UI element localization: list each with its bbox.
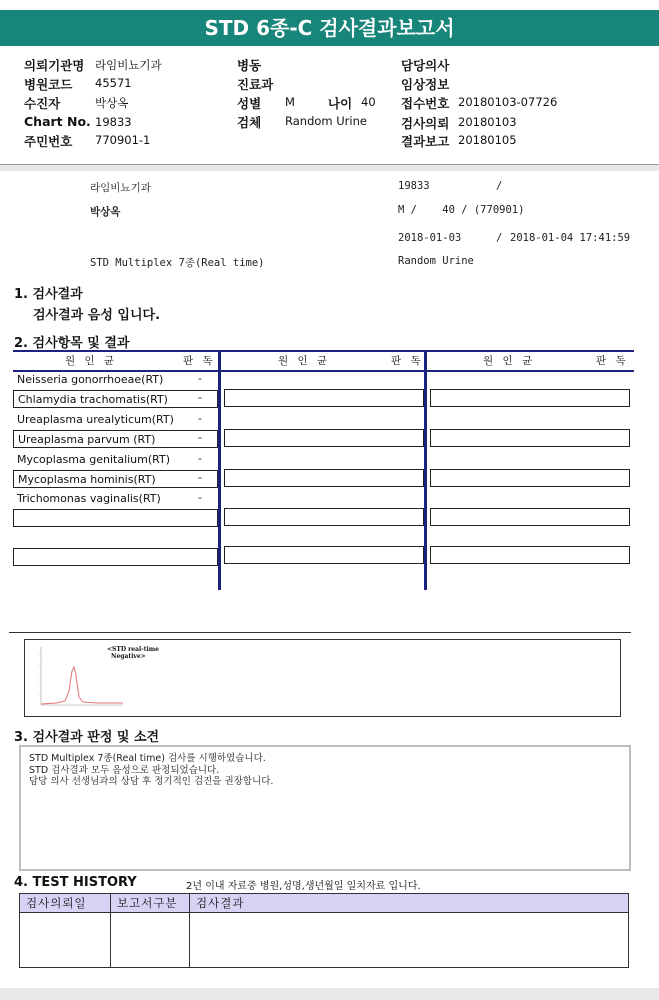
organism-name: Ureaplasma urealyticum(RT) [17, 413, 174, 426]
organism-name: Mycoplasma hominis(RT) [18, 473, 156, 486]
organism-row [13, 470, 218, 488]
test-history-table [19, 893, 629, 968]
findings-line: 담당 의사 선생님과의 상담 후 정기적인 검진을 권장합니다. [29, 776, 274, 787]
organism-name: Chlamydia trachomatis(RT) [18, 393, 168, 406]
organism-result: - [198, 471, 202, 484]
organism-result: - [198, 431, 202, 444]
report-title: STD 6종-C 검사결과보고서 [0, 10, 659, 46]
empty-result-box [224, 469, 424, 487]
age-value: 40 [361, 95, 376, 109]
organism-name: Neisseria gonorrhoeae(RT) [17, 373, 164, 386]
sex-label: 성별 [237, 96, 262, 111]
summary-specimen: Random Urine [398, 255, 474, 267]
table-row [20, 913, 629, 968]
organism-row [13, 371, 218, 389]
history-col-request-date: 검사의뢰일 [20, 894, 111, 913]
overall-result-text: 검사결과 음성 입니다. [33, 308, 161, 323]
summary-test-name: STD Multiplex 7종(Real time) [90, 257, 265, 269]
footer-strip [0, 988, 659, 1000]
chart-no-value: 19833 [95, 115, 132, 129]
empty-result-box [430, 469, 630, 487]
patient-value: 박상옥 [95, 96, 129, 110]
summary-date-slash: / [496, 232, 503, 244]
summary-slash: / [496, 180, 503, 192]
section-2-title: 2. 검사항목 및 결과 [14, 336, 130, 351]
history-col-report-type: 보고서구분 [111, 894, 190, 913]
empty-row [13, 509, 218, 527]
summary-hospital: 라임비뇨기과 [90, 182, 151, 194]
clinical-info-label: 임상정보 [401, 77, 450, 92]
resident-number-label: 주민번호 [24, 134, 73, 149]
graph-title: <STD real-time [107, 646, 159, 653]
chart-no-label: Chart No. [24, 114, 91, 129]
specimen-value: Random Urine [285, 114, 367, 128]
summary-chart-no: 19833 [398, 180, 430, 192]
receipt-number-value: 20180103-07726 [458, 95, 558, 109]
organism-row [13, 451, 218, 469]
section-4-title: 4. TEST HISTORY [14, 875, 137, 890]
graph-divider [9, 632, 631, 633]
summary-date-reported: 2018-01-04 17:41:59 [510, 232, 631, 244]
header-result-3: 판 독 [596, 355, 629, 367]
history-cell [190, 913, 629, 968]
history-col-result: 검사결과 [190, 894, 629, 913]
history-note: 2년 이내 자료중 병원,성명,생년월일 일치자료 입니다. [186, 881, 421, 892]
findings-line: STD 검사결과 모두 음성으로 판정되었습니다. [29, 764, 220, 776]
requesting-institution-value: 라임비뇨기과 [95, 58, 162, 72]
findings-line: STD Multiplex 7종(Real time) 검사를 시행하였습니다. [29, 753, 266, 764]
header-divider [0, 164, 659, 171]
section-1-title: 1. 검사결과 [14, 287, 83, 302]
section-3-title: 3. 검사결과 판정 및 소견 [14, 730, 160, 745]
organism-row [13, 430, 218, 448]
report-date-value: 20180105 [458, 133, 517, 147]
empty-result-box [224, 508, 424, 526]
organism-result: - [198, 372, 202, 385]
header-organism-1: 원 인 균 [65, 355, 118, 367]
organism-row [13, 490, 218, 508]
organism-name: Trichomonas vaginalis(RT) [17, 492, 161, 505]
report-date-label: 결과보고 [401, 134, 450, 149]
header-organism-2: 원 인 균 [278, 355, 331, 367]
organism-name: Ureaplasma parvum (RT) [18, 433, 156, 446]
header-result-2: 판 독 [391, 355, 424, 367]
organism-result: - [198, 452, 202, 465]
organism-result: - [198, 491, 202, 504]
hospital-code-value: 45571 [95, 76, 132, 90]
requesting-institution-label: 의뢰기관명 [24, 58, 85, 73]
patient-label: 수진자 [24, 96, 61, 111]
age-label: 나이 [328, 96, 353, 111]
summary-sex-age: M / 40 / (770901) [398, 204, 525, 216]
summary-patient-name: 박상옥 [90, 206, 121, 218]
empty-result-box [430, 429, 630, 447]
empty-result-box [224, 429, 424, 447]
empty-result-box [430, 389, 630, 407]
history-cell [111, 913, 190, 968]
summary-date-received: 2018-01-03 [398, 232, 462, 244]
header-result-1: 판 독 [183, 355, 216, 367]
resident-number-value: 770901-1 [95, 133, 151, 147]
results-table-header [13, 350, 634, 372]
empty-result-box [224, 546, 424, 564]
organism-result: - [198, 412, 202, 425]
amplification-curve [41, 667, 123, 704]
department-label: 진료과 [237, 77, 274, 92]
empty-result-box [430, 508, 630, 526]
graph-subtitle: Negative> [111, 653, 146, 660]
column-divider [218, 350, 221, 590]
specimen-label: 검체 [237, 115, 262, 130]
empty-result-box [430, 546, 630, 564]
organism-name: Mycoplasma genitalium(RT) [17, 453, 171, 466]
receipt-number-label: 접수번호 [401, 96, 450, 111]
request-date-label: 검사의뢰 [401, 116, 450, 131]
history-cell [20, 913, 111, 968]
empty-row [13, 548, 218, 566]
empty-result-box [224, 389, 424, 407]
organism-result: - [198, 391, 202, 404]
realtime-graph-panel [24, 639, 621, 717]
organism-row [13, 390, 218, 408]
ward-label: 병동 [237, 58, 262, 73]
organism-row [13, 411, 218, 429]
findings-memo-box [19, 745, 631, 871]
column-divider [424, 350, 427, 590]
physician-label: 담당의사 [401, 58, 450, 73]
sex-value: M [285, 95, 295, 109]
header-organism-3: 원 인 균 [483, 355, 536, 367]
hospital-code-label: 병원코드 [24, 77, 73, 92]
request-date-value: 20180103 [458, 115, 517, 129]
